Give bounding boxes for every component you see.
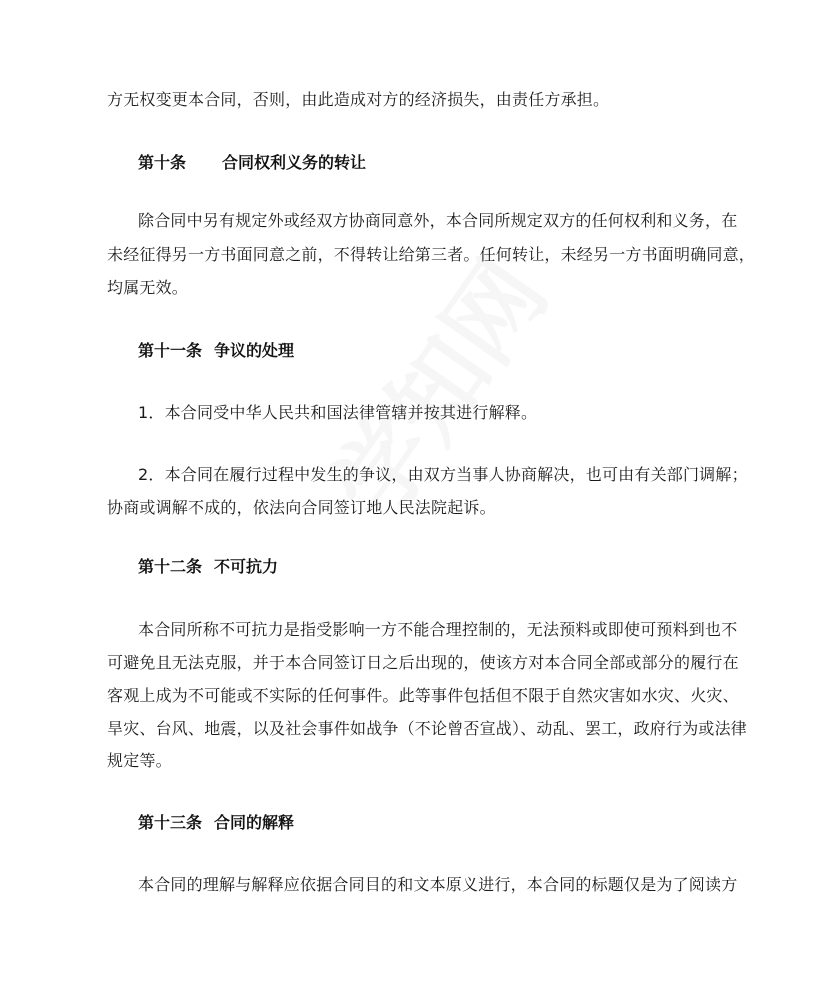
article-title: 合同权利义务的转让 xyxy=(222,153,367,172)
article-number: 第十一条 xyxy=(138,341,203,360)
article-13-heading xyxy=(138,813,294,833)
paragraph-line: 旱灾、台风、地震，以及社会事件如战争（不论曾否宣战）、动乱、罢工，政府行为或法律 xyxy=(107,719,748,738)
article-11-heading xyxy=(138,341,294,361)
paragraph-line: 1．本合同受中华人民共和国法律管辖并按其进行解释。 xyxy=(138,403,538,422)
article-10-heading xyxy=(138,153,366,173)
paragraph-line: 除合同中另有规定外或经双方协商同意外，本合同所规定双方的任何权利和义务，在 xyxy=(138,211,738,230)
paragraph-line: 方无权变更本合同，否则，由此造成对方的经济损失，由责任方承担。 xyxy=(107,90,610,109)
article-title: 不可抗力 xyxy=(214,557,279,576)
article-title: 合同的解释 xyxy=(214,813,295,832)
paragraph-line: 协商或调解不成的，依法向合同签订地人民法院起诉。 xyxy=(107,498,496,517)
article-number: 第十条 xyxy=(138,153,187,172)
article-title: 争议的处理 xyxy=(214,341,295,360)
paragraph-line: 可避免且无法克服，并于本合同签订日之后出现的，使该方对本合同全部或部分的履行在 xyxy=(107,653,739,672)
article-number: 第十三条 xyxy=(138,813,203,832)
paragraph-line: 2．本合同在履行过程中发生的争议，由双方当事人协商解决，也可由有关部门调解； xyxy=(138,465,748,484)
article-number: 第十二条 xyxy=(138,557,203,576)
article-12-heading xyxy=(138,557,278,577)
paragraph-line: 客观上成为不可能或不实际的任何事件。此等事件包括但不限于自然灾害如水灾、火灾、 xyxy=(107,686,739,705)
paragraph-line: 均属无效。 xyxy=(107,278,189,297)
paragraph-line: 规定等。 xyxy=(107,751,172,770)
paragraph-line: 本合同的理解与解释应依据合同目的和文本原义进行，本合同的标题仅是为了阅读方 xyxy=(138,875,738,894)
paragraph-line: 本合同所称不可抗力是指受影响一方不能合理控制的，无法预料或即使可预料到也不 xyxy=(138,620,738,639)
paragraph-line: 未经征得另一方书面同意之前，不得转让给第三者。任何转让，未经另一方书面明确同意， xyxy=(107,245,756,264)
